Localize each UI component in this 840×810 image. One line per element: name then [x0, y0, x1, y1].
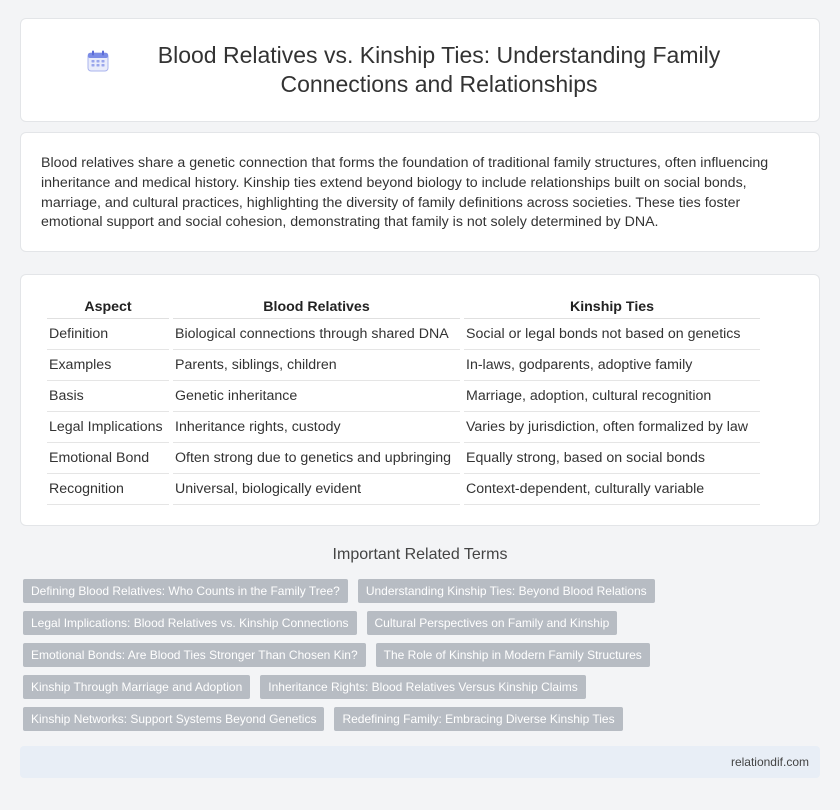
related-term-link[interactable]: Kinship Through Marriage and Adoption [23, 675, 250, 699]
table-cell: Examples [47, 350, 169, 381]
footer [20, 746, 820, 778]
header-kinship-ties: Kinship Ties [464, 296, 760, 319]
table-row [47, 443, 760, 474]
related-term-link[interactable]: Legal Implications: Blood Relatives vs. Kinship Connections [23, 611, 357, 635]
table-row [47, 381, 760, 412]
related-term-link[interactable]: The Role of Kinship in Modern Family Structures [376, 643, 650, 667]
related-term-link[interactable]: Emotional Bonds: Are Blood Ties Stronger Than Chosen Kin? [23, 643, 366, 667]
table-cell: Basis [47, 381, 169, 412]
table-cell: Legal Implications [47, 412, 169, 443]
intro-card [20, 132, 820, 252]
table-row [47, 319, 760, 350]
related-term-link[interactable]: Defining Blood Relatives: Who Counts in the Family Tree? [23, 579, 348, 603]
related-term-link[interactable]: Inheritance Rights: Blood Relatives Versus Kinship Claims [260, 675, 585, 699]
table-cell: Universal, biologically evident [173, 474, 460, 505]
related-terms-list [23, 579, 823, 739]
table-cell: Parents, siblings, children [173, 350, 460, 381]
calendar-icon [86, 49, 110, 73]
comparison-table [43, 296, 764, 505]
header-aspect: Aspect [47, 296, 169, 319]
table-row [47, 474, 760, 505]
table-cell: Often strong due to genetics and upbringing [173, 443, 460, 474]
header-blood-relatives: Blood Relatives [173, 296, 460, 319]
table-row [47, 350, 760, 381]
table-row [47, 412, 760, 443]
related-term-link[interactable]: Kinship Networks: Support Systems Beyond Genetics [23, 707, 324, 731]
intro-paragraph: Blood relatives share a genetic connection that forms the foundation of traditional family structures, often influencing inheritance and medical history. Kinship ties extend beyond biology to include relationships built on social bonds, marriage, and cultural practices, highlighting the diversity of family definitions across societies. These ties foster emotional support and social cohesion, demonstrating that family is not solely determined by DNA. [41, 155, 769, 231]
table-cell: Social or legal bonds not based on genetics [464, 319, 760, 350]
related-terms-title: Important Related Terms [332, 546, 508, 563]
comparison-table-card [20, 274, 820, 526]
related-term-link[interactable]: Cultural Perspectives on Family and Kinship [367, 611, 618, 635]
footer-site-link[interactable]: relationdif.com [730, 755, 809, 769]
table-cell: Definition [47, 319, 169, 350]
page-title: Blood Relatives vs. Kinship Ties: Understanding Family Connections and Relationships [157, 42, 721, 97]
table-cell: Varies by jurisdiction, often formalized by law [464, 412, 760, 443]
title-card [20, 18, 820, 122]
table-cell: Context-dependent, culturally variable [464, 474, 760, 505]
table-cell: Emotional Bond [47, 443, 169, 474]
table-cell: In-laws, godparents, adoptive family [464, 350, 760, 381]
table-cell: Equally strong, based on social bonds [464, 443, 760, 474]
table-header-row [47, 296, 760, 319]
table-cell: Biological connections through shared DNA [173, 319, 460, 350]
table-cell: Recognition [47, 474, 169, 505]
table-cell: Inheritance rights, custody [173, 412, 460, 443]
related-term-link[interactable]: Redefining Family: Embracing Diverse Kinship Ties [334, 707, 622, 731]
related-term-link[interactable]: Understanding Kinship Ties: Beyond Blood Relations [358, 579, 655, 603]
table-cell: Genetic inheritance [173, 381, 460, 412]
table-cell: Marriage, adoption, cultural recognition [464, 381, 760, 412]
